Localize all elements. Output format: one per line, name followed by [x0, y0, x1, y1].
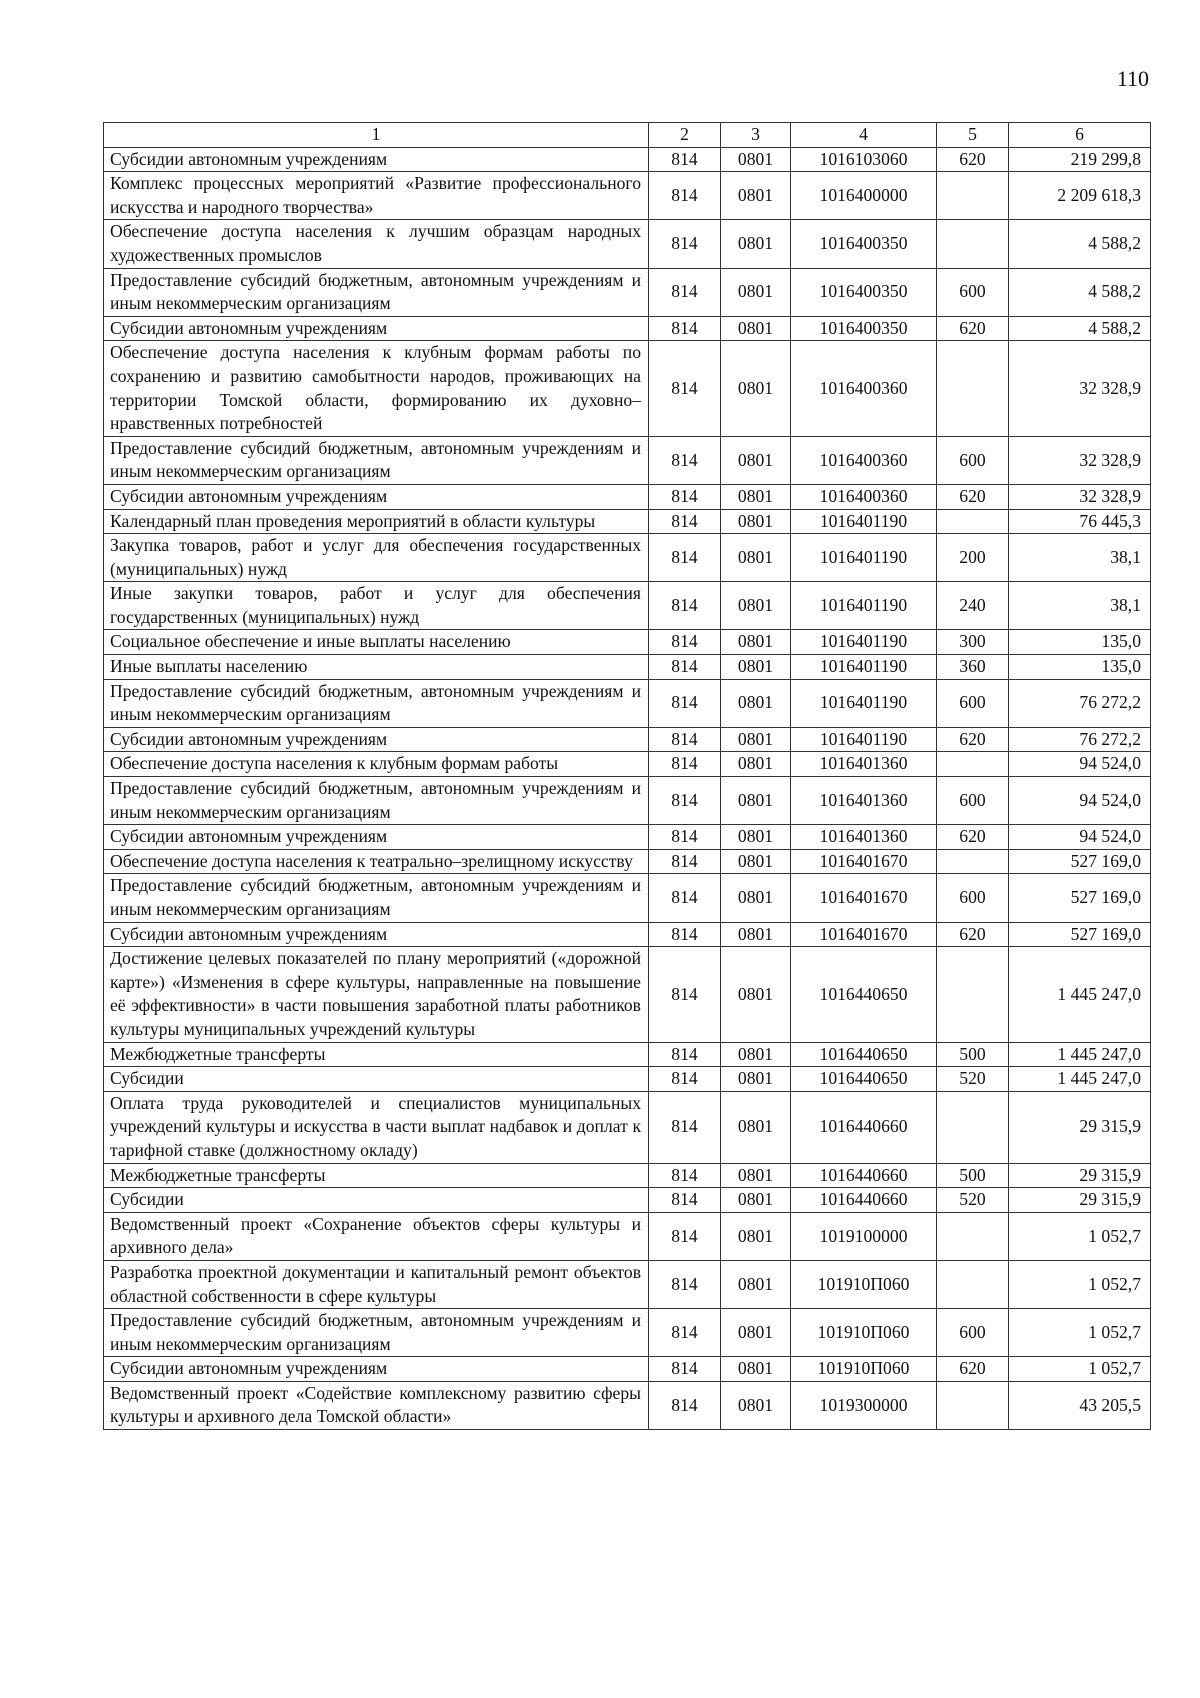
cell-target-code: 1016401190 [791, 727, 937, 752]
cell-section: 0801 [721, 630, 791, 655]
table-row [104, 316, 1151, 341]
cell-section: 0801 [721, 777, 791, 825]
cell-grbs: 814 [649, 752, 721, 777]
cell-amount: 94 524,0 [1009, 777, 1151, 825]
cell-name: Предоставление субсидий бюджетным, автономным учреждениям и иным некоммерческим организациям [104, 679, 649, 727]
cell-amount: 135,0 [1009, 630, 1151, 655]
cell-expense-type: 240 [937, 582, 1009, 630]
cell-section: 0801 [721, 484, 791, 509]
cell-amount: 4 588,2 [1009, 316, 1151, 341]
cell-grbs: 814 [649, 727, 721, 752]
table-row [104, 1067, 1151, 1092]
cell-amount: 1 052,7 [1009, 1309, 1151, 1357]
cell-amount: 2 209 618,3 [1009, 172, 1151, 220]
cell-section: 0801 [721, 1091, 791, 1163]
cell-grbs: 814 [649, 947, 721, 1042]
cell-name: Социальное обеспечение и иные выплаты населению [104, 630, 649, 655]
table-row [104, 1357, 1151, 1382]
cell-expense-type: 200 [937, 534, 1009, 582]
cell-grbs: 814 [649, 268, 721, 316]
table-header-row [104, 123, 1151, 148]
cell-grbs: 814 [649, 1309, 721, 1357]
cell-target-code: 1016401670 [791, 849, 937, 874]
cell-grbs: 814 [649, 1381, 721, 1429]
table-row [104, 172, 1151, 220]
cell-name: Ведомственный проект «Содействие комплексному развитию сферы культуры и архивного дела Томской области» [104, 1381, 649, 1429]
cell-grbs: 814 [649, 1091, 721, 1163]
cell-expense-type: 600 [937, 1309, 1009, 1357]
cell-section: 0801 [721, 825, 791, 850]
cell-section: 0801 [721, 147, 791, 172]
table-row [104, 509, 1151, 534]
cell-target-code: 1019100000 [791, 1212, 937, 1260]
cell-target-code: 1019300000 [791, 1381, 937, 1429]
cell-expense-type [937, 220, 1009, 268]
cell-amount: 32 328,9 [1009, 436, 1151, 484]
cell-expense-type: 500 [937, 1042, 1009, 1067]
cell-expense-type [937, 509, 1009, 534]
cell-grbs: 814 [649, 630, 721, 655]
page-number: 110 [1116, 66, 1149, 91]
cell-expense-type: 500 [937, 1163, 1009, 1188]
cell-grbs: 814 [649, 777, 721, 825]
cell-grbs: 814 [649, 655, 721, 680]
cell-target-code: 1016401190 [791, 679, 937, 727]
table-row [104, 1381, 1151, 1429]
cell-amount: 94 524,0 [1009, 825, 1151, 850]
cell-amount: 32 328,9 [1009, 484, 1151, 509]
cell-section: 0801 [721, 947, 791, 1042]
cell-amount: 32 328,9 [1009, 341, 1151, 436]
cell-name: Иные закупки товаров, работ и услуг для обеспечения государственных (муниципальных) нужд [104, 582, 649, 630]
cell-grbs: 814 [649, 1042, 721, 1067]
cell-name: Комплекс процессных мероприятий «Развитие профессионального искусства и народного творчества» [104, 172, 649, 220]
cell-amount: 76 272,2 [1009, 679, 1151, 727]
cell-section: 0801 [721, 849, 791, 874]
cell-target-code: 1016401360 [791, 777, 937, 825]
cell-section: 0801 [721, 727, 791, 752]
cell-amount: 219 299,8 [1009, 147, 1151, 172]
cell-name: Предоставление субсидий бюджетным, автономным учреждениям и иным некоммерческим организациям [104, 874, 649, 922]
cell-grbs: 814 [649, 1357, 721, 1382]
cell-name: Межбюджетные трансферты [104, 1163, 649, 1188]
table-row [104, 1042, 1151, 1067]
cell-name: Субсидии автономным учреждениям [104, 484, 649, 509]
table-row [104, 341, 1151, 436]
cell-expense-type: 620 [937, 1357, 1009, 1382]
cell-target-code: 1016400360 [791, 484, 937, 509]
cell-expense-type [937, 1212, 1009, 1260]
cell-section: 0801 [721, 1309, 791, 1357]
cell-amount: 527 169,0 [1009, 849, 1151, 874]
cell-grbs: 814 [649, 1188, 721, 1213]
table-row [104, 655, 1151, 680]
cell-grbs: 814 [649, 172, 721, 220]
cell-name: Календарный план проведения мероприятий в области культуры [104, 509, 649, 534]
cell-name: Оплата труда руководителей и специалистов муниципальных учреждений культуры и искусства в части выплат надбавок и доплат к тарифной ставке (должностному окладу) [104, 1091, 649, 1163]
cell-name: Ведомственный проект «Сохранение объектов сферы культуры и архивного дела» [104, 1212, 649, 1260]
cell-grbs: 814 [649, 1067, 721, 1092]
table-row [104, 1260, 1151, 1308]
cell-target-code: 1016401360 [791, 825, 937, 850]
cell-target-code: 101910П060 [791, 1309, 937, 1357]
cell-grbs: 814 [649, 220, 721, 268]
cell-amount: 29 315,9 [1009, 1091, 1151, 1163]
cell-target-code: 1016400350 [791, 316, 937, 341]
table-row [104, 436, 1151, 484]
cell-grbs: 814 [649, 1212, 721, 1260]
table-row [104, 849, 1151, 874]
table-row [104, 630, 1151, 655]
cell-target-code: 1016401190 [791, 655, 937, 680]
budget-table [103, 122, 1151, 1430]
cell-grbs: 814 [649, 679, 721, 727]
cell-section: 0801 [721, 316, 791, 341]
cell-grbs: 814 [649, 436, 721, 484]
cell-expense-type: 600 [937, 874, 1009, 922]
cell-expense-type: 620 [937, 825, 1009, 850]
table-row [104, 874, 1151, 922]
cell-grbs: 814 [649, 147, 721, 172]
cell-target-code: 1016400360 [791, 341, 937, 436]
cell-name: Предоставление субсидий бюджетным, автономным учреждениям и иным некоммерческим организациям [104, 777, 649, 825]
cell-expense-type: 620 [937, 316, 1009, 341]
cell-grbs: 814 [649, 825, 721, 850]
header-cell-target: 4 [791, 123, 937, 148]
cell-amount: 38,1 [1009, 582, 1151, 630]
cell-name: Обеспечение доступа населения к клубным формам работы по сохранению и развитию самобытности народов, проживающих на территории Томской области, формированию их духовно–нравственных потребностей [104, 341, 649, 436]
table-row [104, 947, 1151, 1042]
cell-expense-type: 300 [937, 630, 1009, 655]
cell-amount: 527 169,0 [1009, 874, 1151, 922]
cell-section: 0801 [721, 1163, 791, 1188]
cell-section: 0801 [721, 679, 791, 727]
cell-section: 0801 [721, 655, 791, 680]
cell-expense-type: 360 [937, 655, 1009, 680]
cell-section: 0801 [721, 436, 791, 484]
header-cell-type: 5 [937, 123, 1009, 148]
cell-expense-type: 620 [937, 922, 1009, 947]
cell-amount: 1 052,7 [1009, 1357, 1151, 1382]
cell-name: Субсидии [104, 1188, 649, 1213]
table-row [104, 727, 1151, 752]
cell-expense-type [937, 947, 1009, 1042]
cell-expense-type [937, 1381, 1009, 1429]
cell-grbs: 814 [649, 341, 721, 436]
cell-grbs: 814 [649, 874, 721, 922]
cell-target-code: 1016401670 [791, 874, 937, 922]
cell-amount: 1 052,7 [1009, 1212, 1151, 1260]
cell-name: Субсидии автономным учреждениям [104, 825, 649, 850]
cell-name: Достижение целевых показателей по плану мероприятий («дорожной карте») «Изменения в сфере культуры, направленные на повышение её эффективности» в части повышения заработной платы работников культуры муниципальных учреждений культуры [104, 947, 649, 1042]
cell-grbs: 814 [649, 534, 721, 582]
cell-section: 0801 [721, 582, 791, 630]
cell-grbs: 814 [649, 316, 721, 341]
cell-name: Обеспечение доступа населения к лучшим образцам народных художественных промыслов [104, 220, 649, 268]
cell-grbs: 814 [649, 1163, 721, 1188]
cell-expense-type: 600 [937, 436, 1009, 484]
cell-amount: 29 315,9 [1009, 1188, 1151, 1213]
table-row [104, 777, 1151, 825]
cell-name: Предоставление субсидий бюджетным, автономным учреждениям и иным некоммерческим организациям [104, 436, 649, 484]
cell-name: Субсидии автономным учреждениям [104, 147, 649, 172]
table-row [104, 534, 1151, 582]
cell-target-code: 1016401360 [791, 752, 937, 777]
cell-amount: 76 272,2 [1009, 727, 1151, 752]
cell-section: 0801 [721, 220, 791, 268]
cell-amount: 135,0 [1009, 655, 1151, 680]
cell-grbs: 814 [649, 509, 721, 534]
table-row [104, 220, 1151, 268]
table-row [104, 1091, 1151, 1163]
header-cell-grbs: 2 [649, 123, 721, 148]
cell-target-code: 1016401190 [791, 509, 937, 534]
cell-section: 0801 [721, 1212, 791, 1260]
table-row [104, 147, 1151, 172]
cell-expense-type: 600 [937, 777, 1009, 825]
table-row [104, 268, 1151, 316]
cell-expense-type [937, 172, 1009, 220]
cell-expense-type [937, 1091, 1009, 1163]
cell-grbs: 814 [649, 922, 721, 947]
cell-expense-type: 620 [937, 484, 1009, 509]
cell-section: 0801 [721, 1188, 791, 1213]
cell-expense-type [937, 849, 1009, 874]
cell-section: 0801 [721, 268, 791, 316]
table-row [104, 825, 1151, 850]
cell-section: 0801 [721, 172, 791, 220]
table-row [104, 679, 1151, 727]
table-row [104, 1163, 1151, 1188]
cell-name: Предоставление субсидий бюджетным, автономным учреждениям и иным некоммерческим организациям [104, 1309, 649, 1357]
header-cell-section: 3 [721, 123, 791, 148]
cell-section: 0801 [721, 752, 791, 777]
cell-target-code: 1016440650 [791, 1067, 937, 1092]
table-row [104, 922, 1151, 947]
cell-grbs: 814 [649, 582, 721, 630]
cell-target-code: 1016400350 [791, 268, 937, 316]
cell-name: Обеспечение доступа населения к театрально–зрелищному искусству [104, 849, 649, 874]
cell-name: Субсидии автономным учреждениям [104, 922, 649, 947]
cell-target-code: 1016440660 [791, 1091, 937, 1163]
cell-amount: 1 445 247,0 [1009, 1067, 1151, 1092]
cell-expense-type: 520 [937, 1067, 1009, 1092]
header-cell-amount: 6 [1009, 123, 1151, 148]
cell-amount: 1 052,7 [1009, 1260, 1151, 1308]
cell-target-code: 101910П060 [791, 1260, 937, 1308]
cell-name: Субсидии автономным учреждениям [104, 316, 649, 341]
cell-expense-type [937, 1260, 1009, 1308]
table-row [104, 1212, 1151, 1260]
cell-amount: 527 169,0 [1009, 922, 1151, 947]
cell-amount: 1 445 247,0 [1009, 947, 1151, 1042]
cell-grbs: 814 [649, 1260, 721, 1308]
cell-section: 0801 [721, 1260, 791, 1308]
cell-section: 0801 [721, 509, 791, 534]
cell-target-code: 1016103060 [791, 147, 937, 172]
cell-target-code: 1016440650 [791, 947, 937, 1042]
cell-section: 0801 [721, 1357, 791, 1382]
cell-amount: 4 588,2 [1009, 220, 1151, 268]
table-row [104, 582, 1151, 630]
cell-expense-type: 620 [937, 147, 1009, 172]
cell-amount: 29 315,9 [1009, 1163, 1151, 1188]
cell-name: Субсидии автономным учреждениям [104, 1357, 649, 1382]
cell-expense-type [937, 341, 1009, 436]
cell-name: Субсидии [104, 1067, 649, 1092]
cell-target-code: 1016440660 [791, 1188, 937, 1213]
cell-section: 0801 [721, 922, 791, 947]
cell-target-code: 1016400350 [791, 220, 937, 268]
cell-section: 0801 [721, 1381, 791, 1429]
cell-target-code: 1016440650 [791, 1042, 937, 1067]
header-cell-name: 1 [104, 123, 649, 148]
table-row [104, 1309, 1151, 1357]
cell-name: Предоставление субсидий бюджетным, автономным учреждениям и иным некоммерческим организациям [104, 268, 649, 316]
cell-section: 0801 [721, 1042, 791, 1067]
cell-expense-type: 520 [937, 1188, 1009, 1213]
table-row [104, 752, 1151, 777]
table-row [104, 1188, 1151, 1213]
cell-expense-type: 600 [937, 268, 1009, 316]
cell-name: Иные выплаты населению [104, 655, 649, 680]
cell-section: 0801 [721, 341, 791, 436]
cell-name: Разработка проектной документации и капитальный ремонт объектов областной собственности в сфере культуры [104, 1260, 649, 1308]
cell-target-code: 1016400000 [791, 172, 937, 220]
cell-name: Межбюджетные трансферты [104, 1042, 649, 1067]
cell-amount: 43 205,5 [1009, 1381, 1151, 1429]
table-row [104, 484, 1151, 509]
cell-target-code: 1016400360 [791, 436, 937, 484]
cell-amount: 76 445,3 [1009, 509, 1151, 534]
cell-grbs: 814 [649, 849, 721, 874]
cell-target-code: 101910П060 [791, 1357, 937, 1382]
cell-amount: 94 524,0 [1009, 752, 1151, 777]
cell-section: 0801 [721, 534, 791, 582]
cell-amount: 1 445 247,0 [1009, 1042, 1151, 1067]
cell-name: Обеспечение доступа населения к клубным формам работы [104, 752, 649, 777]
cell-target-code: 1016440660 [791, 1163, 937, 1188]
cell-grbs: 814 [649, 484, 721, 509]
cell-amount: 38,1 [1009, 534, 1151, 582]
cell-target-code: 1016401190 [791, 582, 937, 630]
cell-expense-type: 600 [937, 679, 1009, 727]
cell-name: Субсидии автономным учреждениям [104, 727, 649, 752]
cell-expense-type: 620 [937, 727, 1009, 752]
cell-expense-type [937, 752, 1009, 777]
cell-target-code: 1016401670 [791, 922, 937, 947]
cell-name: Закупка товаров, работ и услуг для обеспечения государственных (муниципальных) нужд [104, 534, 649, 582]
cell-amount: 4 588,2 [1009, 268, 1151, 316]
cell-target-code: 1016401190 [791, 630, 937, 655]
cell-target-code: 1016401190 [791, 534, 937, 582]
cell-section: 0801 [721, 1067, 791, 1092]
cell-section: 0801 [721, 874, 791, 922]
